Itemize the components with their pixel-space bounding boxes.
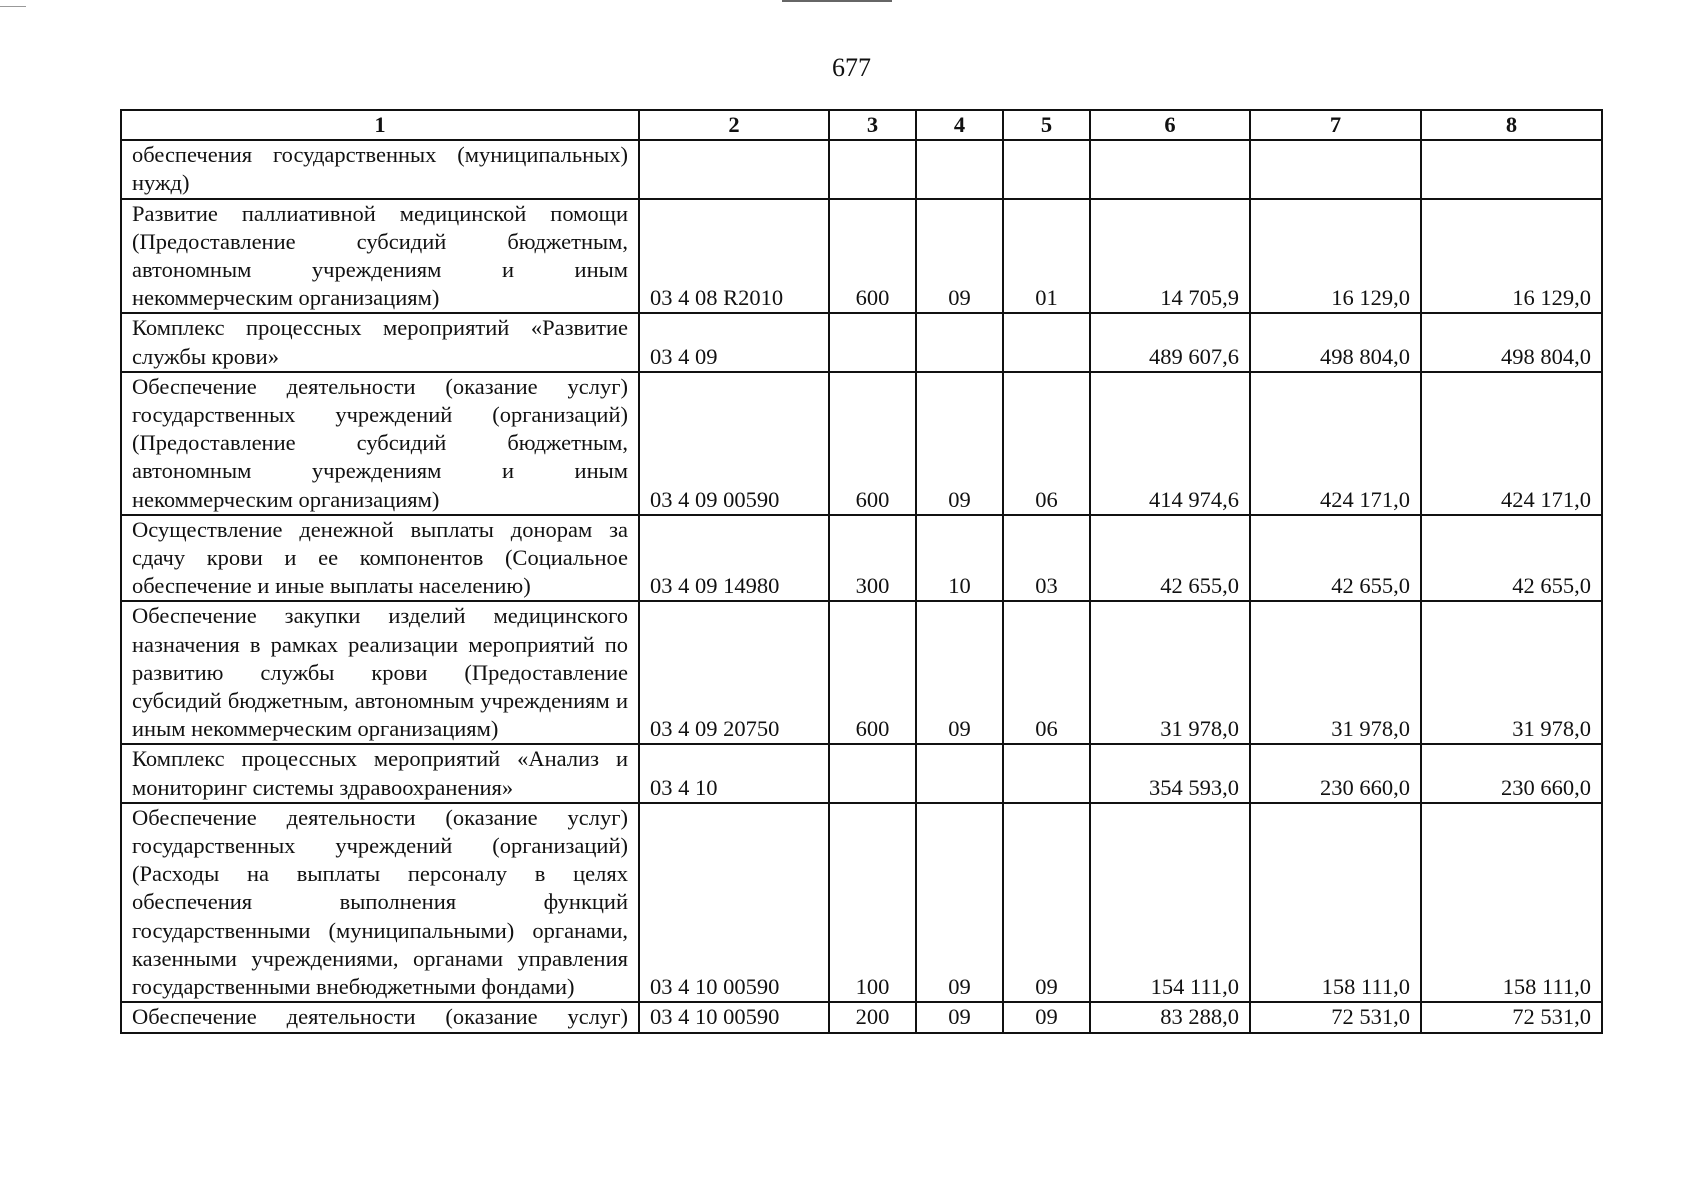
header-cell-7: 7 — [1250, 110, 1421, 140]
row-col4: 09 — [916, 372, 1003, 515]
row-col4: 09 — [916, 199, 1003, 314]
scan-top-mark — [782, 0, 892, 2]
row-col7: 42 655,0 — [1250, 515, 1421, 602]
row-col3: 600 — [829, 372, 916, 515]
row-col8: 158 111,0 — [1421, 803, 1602, 1002]
table-row — [121, 601, 1602, 744]
row-col4 — [916, 140, 1003, 198]
header-cell-3: 3 — [829, 110, 916, 140]
row-col3 — [829, 744, 916, 802]
row-code: 03 4 10 — [639, 744, 829, 802]
row-col5 — [1003, 140, 1090, 198]
row-col6: 31 978,0 — [1090, 601, 1250, 744]
row-name: Комплекс процессных мероприятий «Развитие службы крови» — [121, 313, 639, 371]
row-col7: 158 111,0 — [1250, 803, 1421, 1002]
row-col8: 72 531,0 — [1421, 1002, 1602, 1032]
row-col8: 16 129,0 — [1421, 199, 1602, 314]
row-col6: 489 607,6 — [1090, 313, 1250, 371]
row-col7: 16 129,0 — [1250, 199, 1421, 314]
header-cell-5: 5 — [1003, 110, 1090, 140]
row-col5: 09 — [1003, 803, 1090, 1002]
table-row — [121, 140, 1602, 198]
row-col5: 01 — [1003, 199, 1090, 314]
table-row — [121, 199, 1602, 314]
row-code: 03 4 10 00590 — [639, 803, 829, 1002]
row-col6: 14 705,9 — [1090, 199, 1250, 314]
row-col5: 06 — [1003, 372, 1090, 515]
row-col7: 230 660,0 — [1250, 744, 1421, 802]
row-col8: 498 804,0 — [1421, 313, 1602, 371]
row-col8: 230 660,0 — [1421, 744, 1602, 802]
row-col5: 09 — [1003, 1002, 1090, 1032]
row-col5 — [1003, 313, 1090, 371]
header-cell-2: 2 — [639, 110, 829, 140]
row-col8: 31 978,0 — [1421, 601, 1602, 744]
row-col6: 42 655,0 — [1090, 515, 1250, 602]
scan-corner-mark — [0, 6, 26, 7]
row-col4: 09 — [916, 601, 1003, 744]
row-name: Развитие паллиативной медицинской помощи (Предоставление субсидий бюджетным, автономным учреждениям и иным некоммерческим организациям) — [121, 199, 639, 314]
row-col6: 354 593,0 — [1090, 744, 1250, 802]
row-col7: 498 804,0 — [1250, 313, 1421, 371]
header-row — [121, 110, 1602, 140]
row-name: Обеспечение деятельности (оказание услуг) — [121, 1002, 639, 1032]
page-number: 677 — [832, 53, 871, 82]
row-col3 — [829, 313, 916, 371]
row-col4 — [916, 744, 1003, 802]
row-col7 — [1250, 140, 1421, 198]
row-col3 — [829, 140, 916, 198]
row-col3: 200 — [829, 1002, 916, 1032]
row-col4: 09 — [916, 1002, 1003, 1032]
row-col6: 154 111,0 — [1090, 803, 1250, 1002]
table-row — [121, 372, 1602, 515]
row-code: 03 4 10 00590 — [639, 1002, 829, 1032]
row-name: Осуществление денежной выплаты донорам за сдачу крови и ее компонентов (Социальное обеспечение и иные выплаты населению) — [121, 515, 639, 602]
row-col8: 42 655,0 — [1421, 515, 1602, 602]
row-col6: 414 974,6 — [1090, 372, 1250, 515]
budget-table — [120, 109, 1603, 1034]
row-col5: 03 — [1003, 515, 1090, 602]
row-col3: 100 — [829, 803, 916, 1002]
table-row — [121, 515, 1602, 602]
row-col7: 31 978,0 — [1250, 601, 1421, 744]
row-code: 03 4 09 14980 — [639, 515, 829, 602]
header-cell-8: 8 — [1421, 110, 1602, 140]
header-cell-6: 6 — [1090, 110, 1250, 140]
row-col5: 06 — [1003, 601, 1090, 744]
row-col6 — [1090, 140, 1250, 198]
table-row — [121, 744, 1602, 802]
row-col4 — [916, 313, 1003, 371]
row-name: Обеспечение деятельности (оказание услуг) государственных учреждений (организаций) (Расходы на выплаты персоналу в целях обеспечения выполнения функций государственными (муниципальными) органами, казенными учреждениями, органами управления государственными внебюджетными фондами) — [121, 803, 639, 1002]
table-row — [121, 1002, 1602, 1032]
row-col7: 72 531,0 — [1250, 1002, 1421, 1032]
row-col4: 09 — [916, 803, 1003, 1002]
row-code: 03 4 09 — [639, 313, 829, 371]
row-name: обеспечения государственных (муниципальных) нужд) — [121, 140, 639, 198]
row-code: 03 4 09 00590 — [639, 372, 829, 515]
row-name: Комплекс процессных мероприятий «Анализ и мониторинг системы здравоохранения» — [121, 744, 639, 802]
row-col7: 424 171,0 — [1250, 372, 1421, 515]
row-col6: 83 288,0 — [1090, 1002, 1250, 1032]
row-code: 03 4 08 R2010 — [639, 199, 829, 314]
row-col5 — [1003, 744, 1090, 802]
row-code: 03 4 09 20750 — [639, 601, 829, 744]
row-col8 — [1421, 140, 1602, 198]
row-col3: 600 — [829, 601, 916, 744]
row-code — [639, 140, 829, 198]
row-col3: 300 — [829, 515, 916, 602]
table-row — [121, 803, 1602, 1002]
header-cell-1: 1 — [121, 110, 639, 140]
row-col4: 10 — [916, 515, 1003, 602]
row-col8: 424 171,0 — [1421, 372, 1602, 515]
row-name: Обеспечение деятельности (оказание услуг) государственных учреждений (организаций) (Предоставление субсидий бюджетным, автономным учреждениям и иным некоммерческим организациям) — [121, 372, 639, 515]
header-cell-4: 4 — [916, 110, 1003, 140]
row-col3: 600 — [829, 199, 916, 314]
row-name: Обеспечение закупки изделий медицинского назначения в рамках реализации мероприятий по развитию службы крови (Предоставление субсидий бюджетным, автономным учреждениям и иным некоммерческим организациям) — [121, 601, 639, 744]
table-row — [121, 313, 1602, 371]
